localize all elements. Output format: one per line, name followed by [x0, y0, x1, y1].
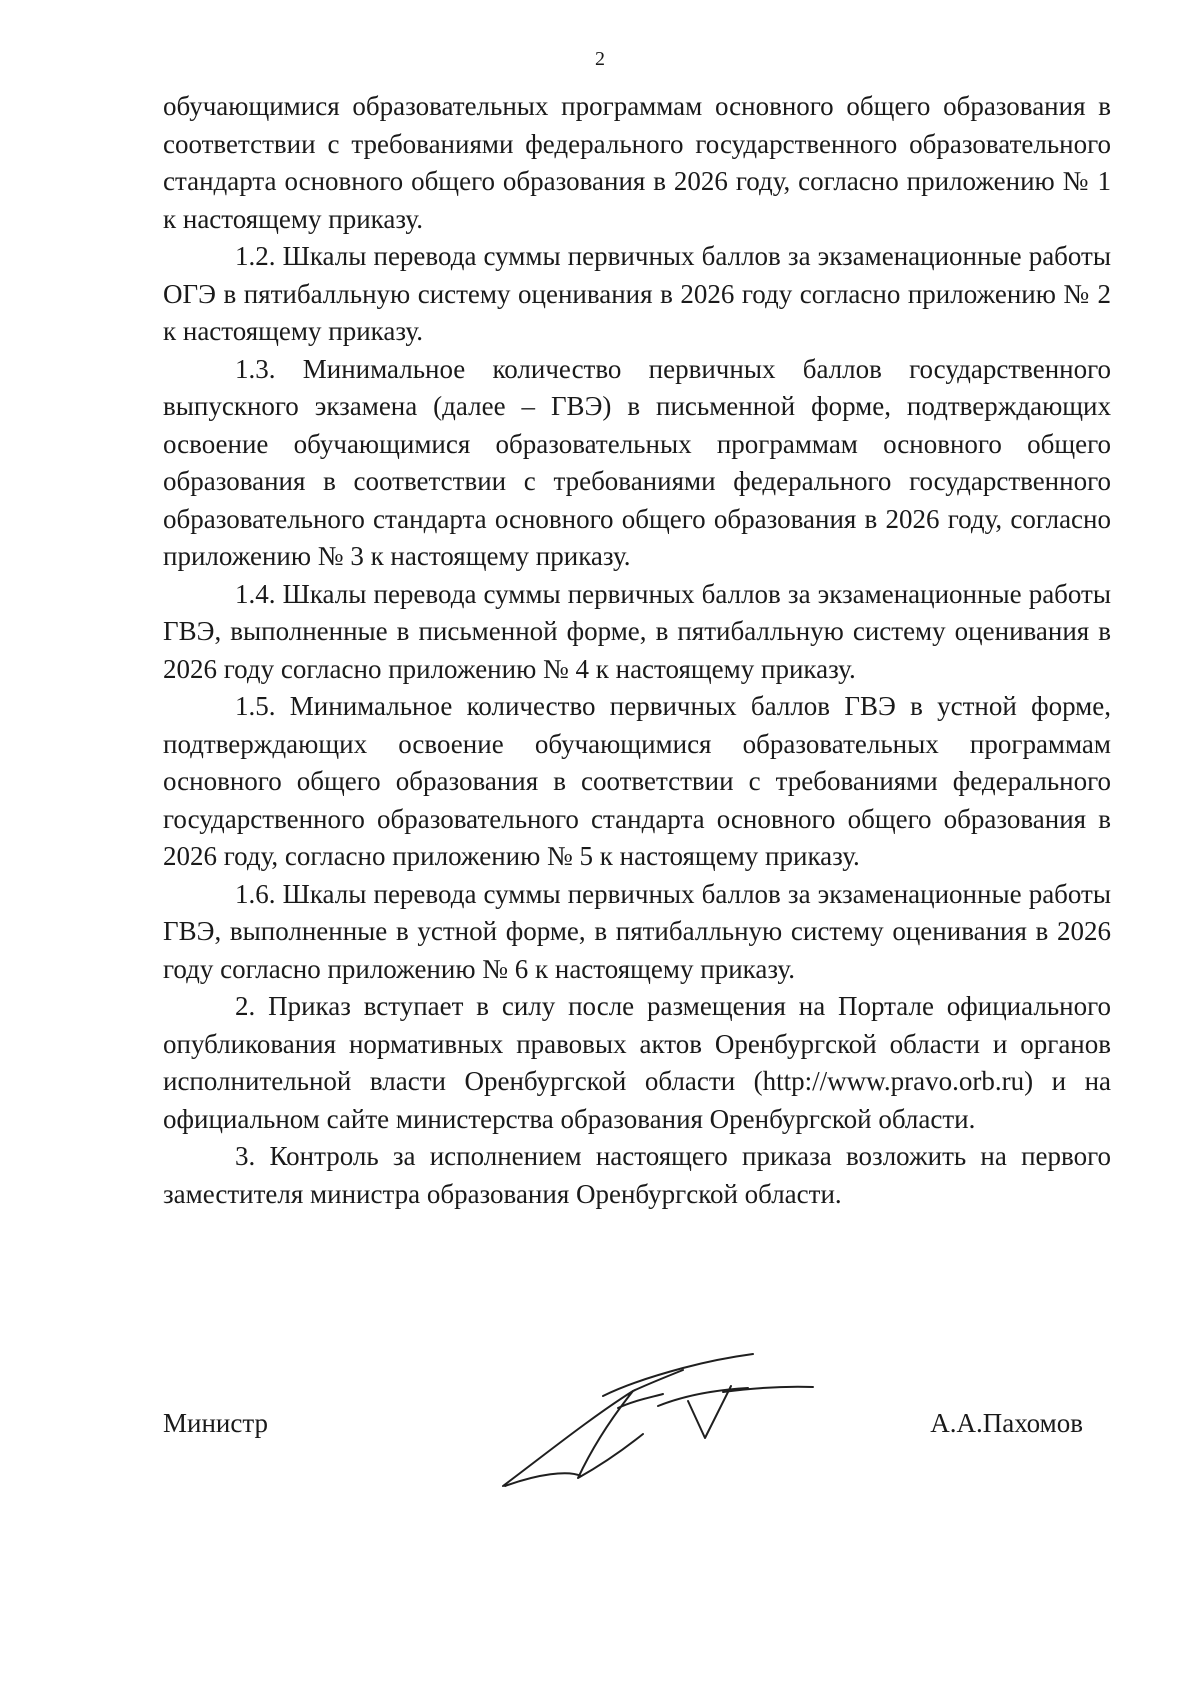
- page-number: 2: [595, 48, 605, 70]
- paragraph-item-3: 3. Контроль за исполнением настоящего приказа возложить на первого заместителя министра образования Оренбургской области.: [163, 1141, 1111, 1209]
- handwritten-signature: [483, 1346, 823, 1496]
- paragraph-item-2: 2. Приказ вступает в силу после размещения на Портале официального опубликования нормативных правовых актов Оренбургской области и органов исполнительной власти Оренбургской области (http://www.pravo.orb.ru) и на официальном сайте министерства образования Оренбургской области.: [163, 991, 1111, 1134]
- signatory-name: А.А.Пахомов: [930, 1408, 1083, 1438]
- paragraph-item-1-3: 1.3. Минимальное количество первичных баллов государственного выпускного экзамена (далее – ГВЭ) в письменной форме, подтверждающих освоение обучающимися образовательных программам основного общего образования в соответствии с требованиями федерального государственного образовательного стандарта основного общего образования в 2026 году, согласно приложению № 3 к настоящему приказу.: [163, 353, 1111, 571]
- paragraph-item-1-6: 1.6. Шкалы перевода суммы первичных баллов за экзаменационные работы ГВЭ, выполненные в устной форме, в пятибалльную систему оценивания в 2026 году согласно приложению № 6 к настоящему приказу.: [163, 878, 1111, 984]
- paragraph-item-1-2: 1.2. Шкалы перевода суммы первичных баллов за экзаменационные работы ОГЭ в пятибалльную систему оценивания в 2026 году согласно приложению № 2 к настоящему приказу.: [163, 241, 1111, 346]
- signatory-title: Министр: [163, 1408, 268, 1438]
- signature-block: [163, 1408, 1083, 1528]
- paragraph-continuation: обучающимися образовательных программам основного общего образования в соответствии с требованиями федерального государственного образовательного стандарта основного общего образования в 2026 году, согласно приложению № 1 к настоящему приказу.: [163, 91, 1111, 234]
- document-body: [163, 88, 1111, 1213]
- paragraph-item-1-5: 1.5. Минимальное количество первичных баллов ГВЭ в устной форме, подтверждающих освоение обучающимися образовательных программам основного общего образования в соответствии с требованиями федерального государственного образовательного стандарта основного общего образования в 2026 году, согласно приложению № 5 к настоящему приказу.: [163, 691, 1111, 871]
- paragraph-item-1-4: 1.4. Шкалы перевода суммы первичных баллов за экзаменационные работы ГВЭ, выполненные в письменной форме, в пятибалльную систему оценивания в 2026 году согласно приложению № 4 к настоящему приказу.: [163, 578, 1111, 684]
